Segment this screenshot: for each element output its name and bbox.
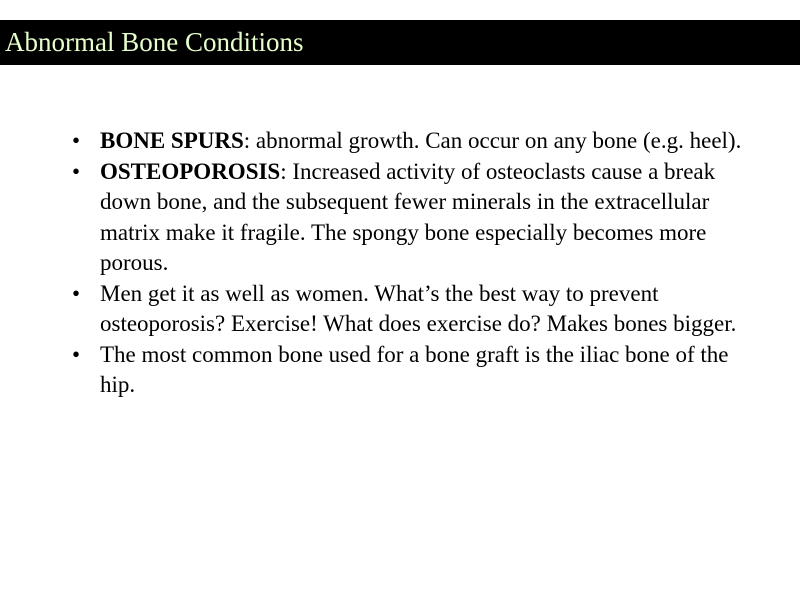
bullet-term: BONE SPURS <box>100 128 244 153</box>
bullet-text: Men get it as well as women. What’s the best way to prevent osteoporosis? Exercise! What does exercise do? Makes bones bigger. <box>100 280 737 336</box>
bullet-dot-icon: • <box>72 280 81 306</box>
bullet-dot-icon: • <box>72 158 81 184</box>
bullet-dot-icon: • <box>72 341 81 367</box>
bullet-item <box>72 340 762 401</box>
slide-title: Abnormal Bone Conditions <box>5 27 304 57</box>
bullet-text: : abnormal growth. Can occur on any bone (e.g. heel). <box>243 128 742 153</box>
bullet-list <box>72 126 762 401</box>
bullet-item <box>72 157 762 279</box>
bullet-text: The most common bone used for a bone graft is the iliac bone of the hip. <box>100 341 729 397</box>
bullet-text: : Increased activity of osteoclasts cause a break down bone, and the subsequent fewer minerals in the extracellular matrix make it fragile. The spongy bone especially becomes more porous. <box>100 158 716 275</box>
bullet-item <box>72 126 762 157</box>
title-bar <box>0 20 800 65</box>
bullet-term: OSTEOPOROSIS <box>100 158 281 184</box>
bullet-dot-icon: • <box>72 128 81 153</box>
bullet-item <box>72 279 762 340</box>
